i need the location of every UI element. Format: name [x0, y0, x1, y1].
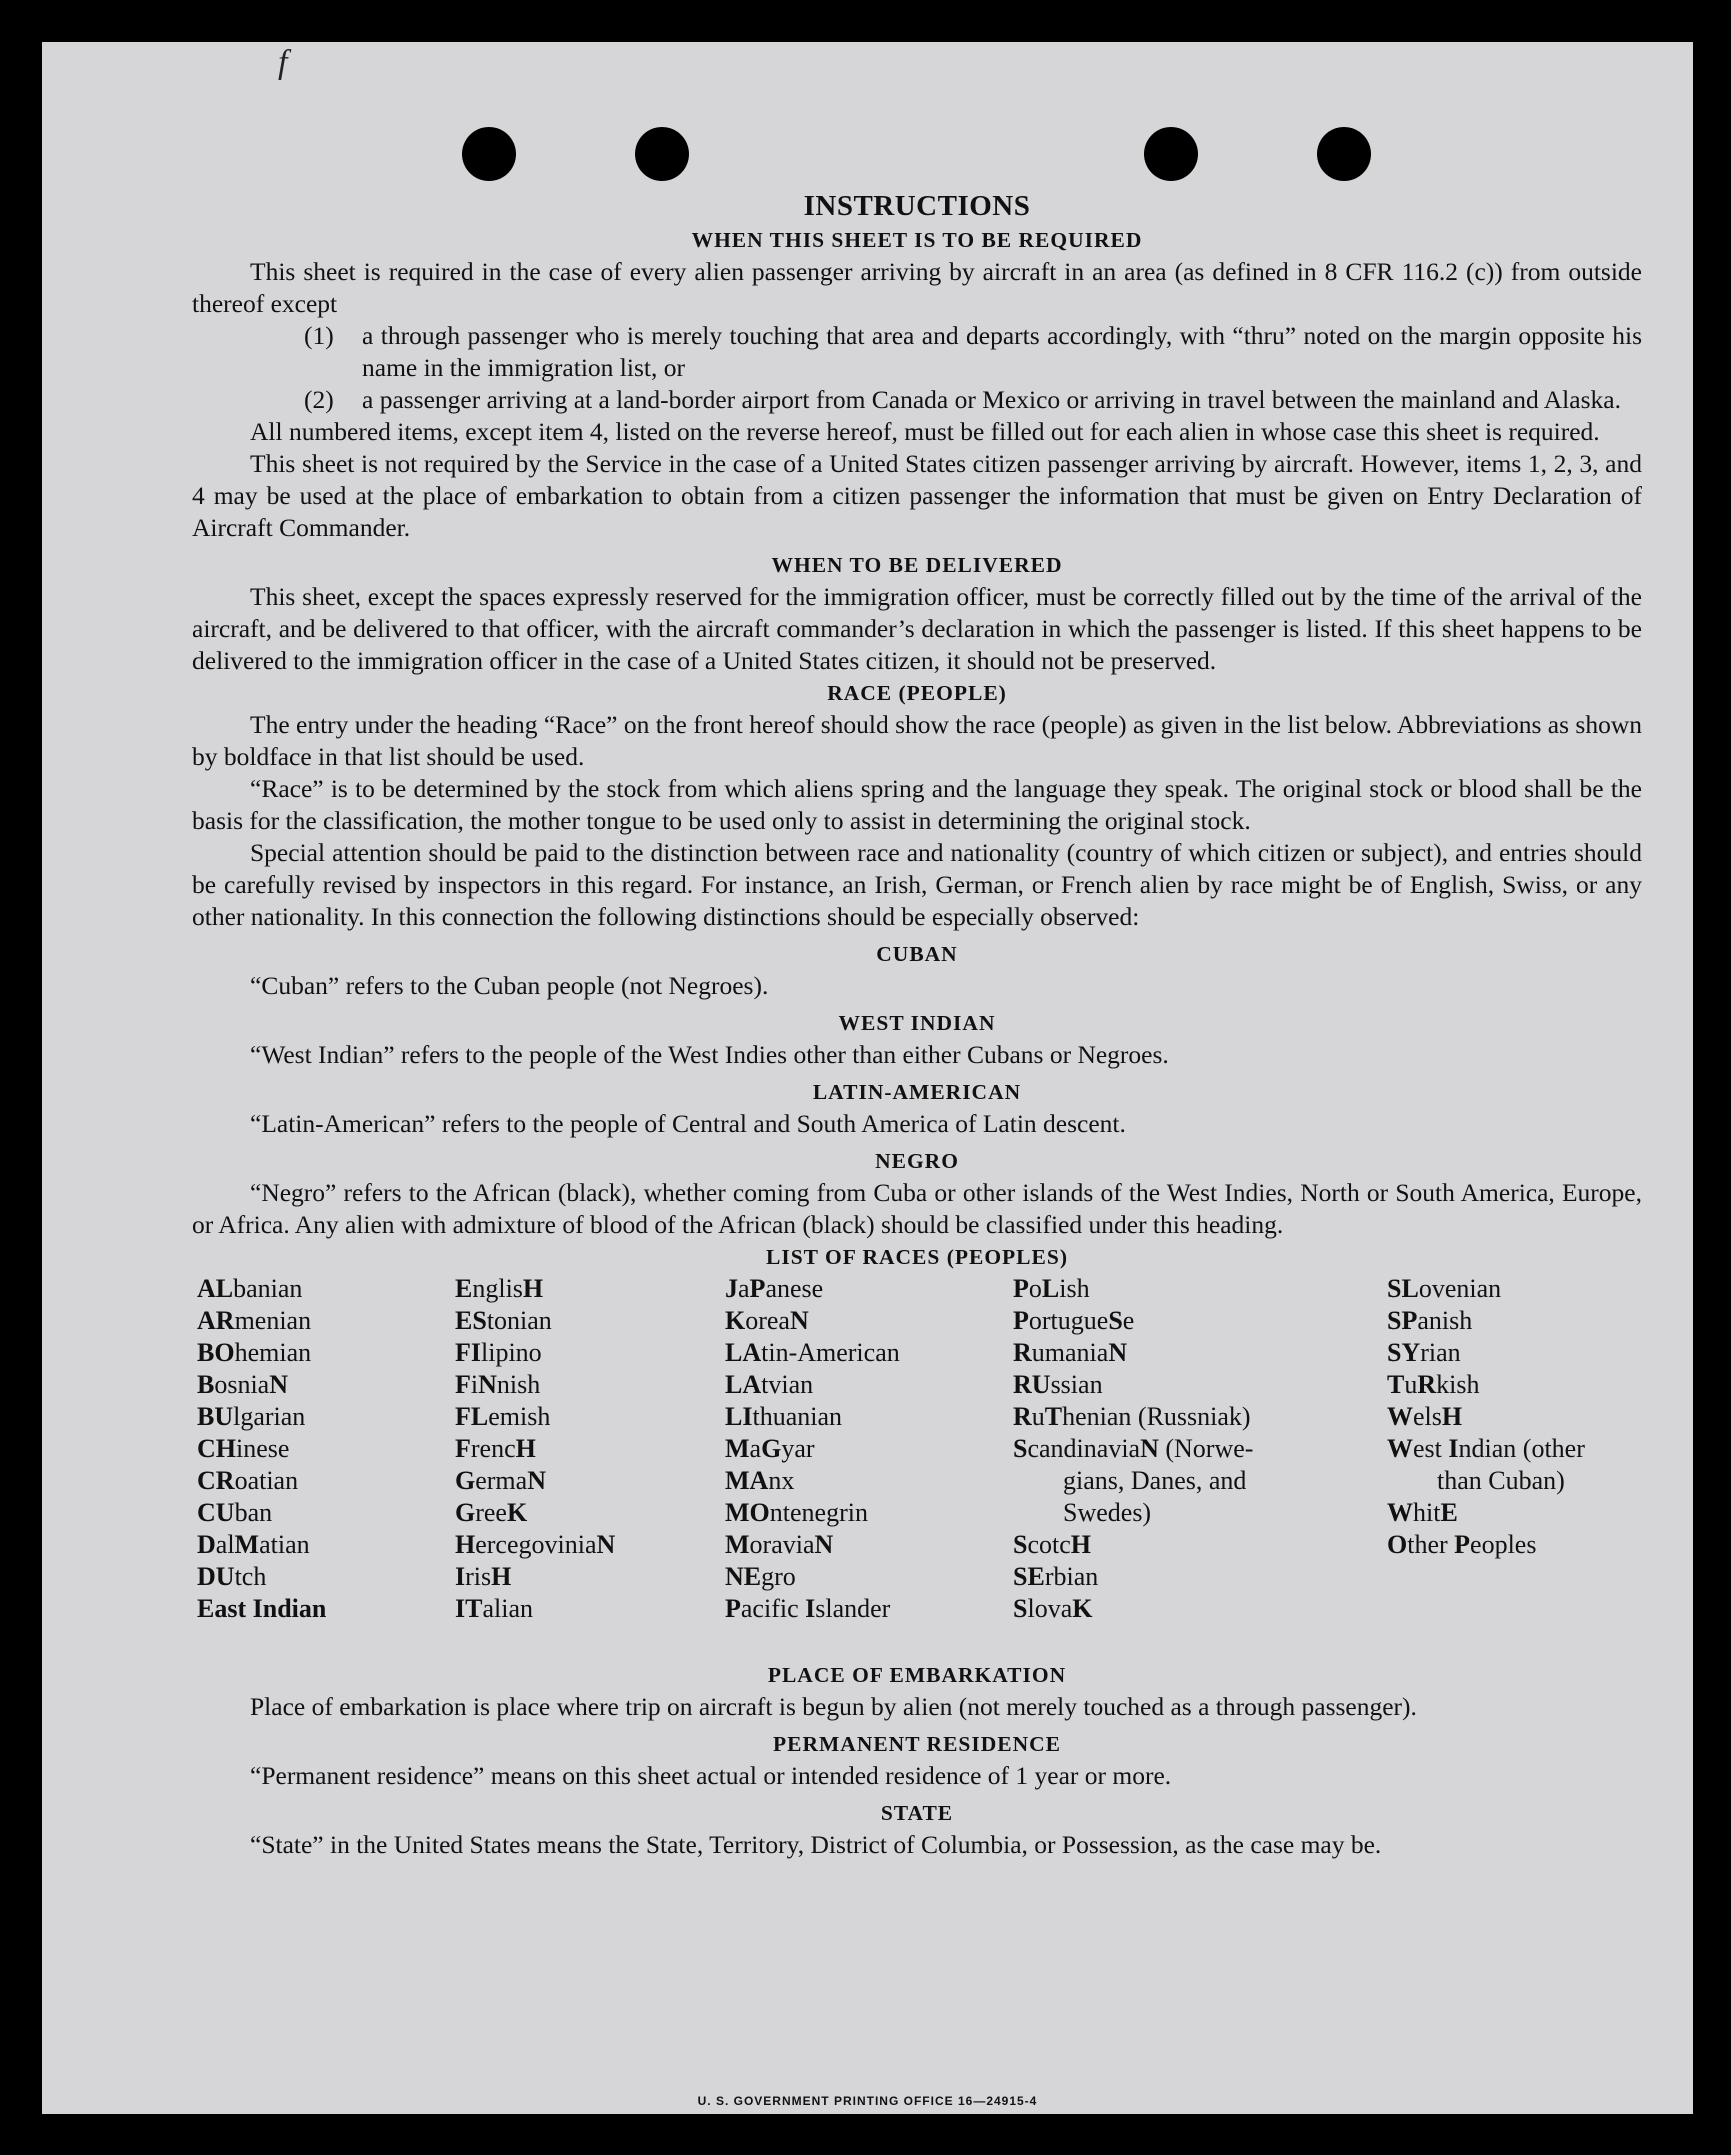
race-abbreviation: East Indian [197, 1594, 327, 1623]
race-abbreviation: O [1387, 1530, 1408, 1559]
race-entry [455, 1337, 615, 1369]
paragraph: “Race” is to be determined by the stock from which aliens spring and the language they speak. The original stock or blood shall be the basis for the classification, the mother tongue to be used only to assist in determining the original stock. [192, 774, 1642, 835]
race-text: u [1404, 1370, 1418, 1399]
race-text: eoples [1470, 1530, 1537, 1559]
heading-residence: PERMANENT RESIDENCE [773, 1732, 1061, 1756]
heading-state: STATE [880, 1801, 954, 1825]
race-entry [1013, 1401, 1253, 1433]
race-entry [725, 1273, 900, 1305]
race-abbreviation: K [1072, 1594, 1093, 1623]
race-entry [455, 1305, 615, 1337]
punch-hole [635, 127, 689, 181]
race-text: osnia [214, 1370, 270, 1399]
race-abbreviation: S [1108, 1306, 1123, 1335]
heading-negro: NEGRO [875, 1149, 959, 1173]
race-abbreviation: CR [197, 1466, 235, 1495]
race-abbreviation: R [1013, 1402, 1032, 1431]
race-entry [1013, 1593, 1253, 1625]
race-text: alian [482, 1594, 533, 1623]
race-abbreviation: AL [197, 1274, 234, 1303]
race-entry [725, 1593, 900, 1625]
race-text: (Norwe- [1158, 1434, 1254, 1463]
race-text: anese [765, 1274, 824, 1303]
race-abbreviation: SY [1387, 1338, 1421, 1367]
heading-when-delivered: WHEN TO BE DELIVERED [771, 553, 1063, 577]
race-abbreviation: CU [197, 1498, 235, 1527]
race-entry [1013, 1561, 1253, 1593]
paragraph: “Cuban” refers to the Cuban people (not Negroes). [250, 971, 769, 1000]
race-abbreviation: NE [725, 1562, 762, 1591]
punch-hole [462, 127, 516, 181]
race-text: oravia [749, 1530, 815, 1559]
heading-when-required: WHEN THIS SHEET IS TO BE REQUIRED [691, 228, 1143, 252]
paragraph: “Permanent residence” means on this sheet actual or intended residence of 1 year or more. [250, 1761, 1172, 1790]
race-abbreviation: R [1013, 1338, 1032, 1367]
race-text: ree [475, 1498, 507, 1527]
race-abbreviation: N [269, 1370, 289, 1399]
race-entry [197, 1593, 326, 1625]
race-entry [455, 1433, 615, 1465]
race-text: orea [745, 1306, 790, 1335]
race-abbreviation: S [1013, 1530, 1028, 1559]
race-text: atian [259, 1530, 310, 1559]
race-entry [197, 1433, 326, 1465]
race-entry [455, 1465, 615, 1497]
race-abbreviation: SL [1387, 1274, 1419, 1303]
race-text: banian [233, 1274, 303, 1303]
race-abbreviation: H [522, 1274, 544, 1303]
race-abbreviation: RU [1013, 1370, 1051, 1399]
race-text: renc [470, 1434, 516, 1463]
paragraph: Special attention should be paid to the distinction between race and nationality (country of which citizen or subject), and entries should be carefully revised by inspectors in this regard. For instance, an Irish, German, or French alien by race might be of English, Swiss, or any other nationality. In this connection the following distinctions should be especially observed: [192, 838, 1642, 931]
race-text: u [1031, 1402, 1045, 1431]
race-entry [1387, 1337, 1585, 1369]
race-abbreviation: M [234, 1530, 260, 1559]
paragraph: “State” in the United States means the State, Territory, District of Columbia, or Possession, as the case may be. [250, 1830, 1382, 1859]
instructions-body [192, 188, 1642, 1861]
race-entry [1013, 1305, 1253, 1337]
document-sheet [42, 42, 1693, 2114]
race-abbreviation: I [455, 1562, 466, 1591]
race-text: rbian [1044, 1562, 1099, 1591]
race-entry [1387, 1369, 1585, 1401]
race-text: tch [234, 1562, 267, 1591]
race-abbreviation: K [506, 1498, 528, 1527]
races-column [1013, 1273, 1253, 1625]
paragraph: Place of embarkation is place where trip on aircraft is begun by alien (not merely touched as a through passenger). [250, 1692, 1417, 1721]
race-entry [455, 1273, 615, 1305]
race-abbreviation: E [1440, 1498, 1458, 1527]
race-abbreviation: W [1387, 1498, 1413, 1527]
race-abbreviation: N [789, 1306, 809, 1335]
race-entry [725, 1497, 900, 1529]
race-abbreviation: MA [725, 1466, 769, 1495]
race-abbreviation: N [814, 1530, 834, 1559]
race-entry [1013, 1369, 1253, 1401]
race-text: ris [465, 1562, 492, 1591]
race-text: slander [815, 1594, 891, 1623]
race-text: tvian [761, 1370, 814, 1399]
heading-latin-american: LATIN-AMERICAN [812, 1080, 1022, 1104]
race-abbreviation: F [455, 1434, 471, 1463]
race-text: ercegovinia [475, 1530, 597, 1559]
race-abbreviation: SP [1387, 1306, 1418, 1335]
printing-office-line: U. S. GOVERNMENT PRINTING OFFICE 16—24915-4 [697, 2094, 1038, 2108]
race-entry [197, 1465, 326, 1497]
race-abbreviation: F [455, 1370, 471, 1399]
paragraph: All numbered items, except item 4, listed on the reverse hereof, must be filled out for each alien in whose case this sheet is required. [250, 417, 1600, 446]
race-entry [1387, 1305, 1585, 1337]
paragraph: This sheet, except the spaces expressly reserved for the immigration officer, must be correctly filled out by the time of the arrival of the aircraft, and be delivered to that officer, with the aircraft commander’s declaration in which the passenger is listed. If this sheet happens to be delivered to the immigration officer in the case of a United States citizen, it should not be preserved. [192, 582, 1642, 675]
race-entry: Swedes) [1063, 1498, 1152, 1527]
race-text: lgarian [233, 1402, 306, 1431]
race-text: ortugue [1028, 1306, 1109, 1335]
race-entry [1387, 1273, 1585, 1305]
race-text: lipino [481, 1338, 542, 1367]
race-entry [1013, 1273, 1253, 1305]
race-abbreviation: N [1140, 1434, 1159, 1463]
race-abbreviation: S [1013, 1434, 1028, 1463]
race-text: lova [1027, 1594, 1073, 1623]
race-text: candinavia [1027, 1434, 1141, 1463]
race-abbreviation: LA [725, 1338, 762, 1367]
race-abbreviation: FI [455, 1338, 481, 1367]
race-abbreviation: BO [197, 1338, 235, 1367]
race-entry [725, 1305, 900, 1337]
race-abbreviation: P [749, 1274, 766, 1303]
heading-list-of-races: LIST OF RACES (PEOPLES) [766, 1245, 1068, 1269]
paragraph: This sheet is not required by the Service in the case of a United States citizen passenger arriving by aircraft. However, items 1, 2, 3, and 4 may be used at the place of embarkation to obtain from a citizen passenger the information that must be given on Entry Declaration of Aircraft Commander. [192, 449, 1642, 542]
race-text: yar [781, 1434, 815, 1463]
races-column [455, 1273, 615, 1625]
race-text: ntenegrin [769, 1498, 868, 1527]
race-abbreviation: N [527, 1466, 546, 1495]
race-text: e [1122, 1306, 1135, 1335]
race-text: ish [1059, 1274, 1090, 1303]
race-entry [197, 1337, 326, 1369]
race-abbreviation: G [455, 1466, 476, 1495]
race-abbreviation: R [1417, 1370, 1437, 1399]
race-text: ban [234, 1498, 273, 1527]
race-abbreviation: S [1013, 1594, 1028, 1623]
race-abbreviation: W [1387, 1402, 1413, 1431]
race-entry [197, 1369, 326, 1401]
race-entry [725, 1433, 900, 1465]
race-abbreviation: ES [455, 1306, 487, 1335]
race-entry [1387, 1401, 1585, 1433]
race-entry [725, 1561, 900, 1593]
race-abbreviation: D [197, 1530, 216, 1559]
race-text: ther [1407, 1530, 1455, 1559]
race-abbreviation: I [1448, 1434, 1459, 1463]
race-abbreviation: H [1441, 1402, 1463, 1431]
races-column [1387, 1273, 1585, 1561]
race-text: nx [768, 1466, 795, 1495]
race-text: o [1028, 1274, 1042, 1303]
race-text: al [215, 1530, 235, 1559]
race-abbreviation: I [805, 1594, 816, 1623]
heading-embarkation: PLACE OF EMBARKATION [767, 1663, 1067, 1687]
race-abbreviation: SE [1013, 1562, 1045, 1591]
race-text: a [749, 1434, 762, 1463]
race-entry [455, 1497, 615, 1529]
race-entry [725, 1465, 900, 1497]
race-text: rian [1420, 1338, 1461, 1367]
paragraph: “Latin-American” refers to the people of Central and South America of Latin descent. [250, 1109, 1126, 1138]
race-text: els [1413, 1402, 1442, 1431]
race-abbreviation: AR [197, 1306, 235, 1335]
race-text: emish [488, 1402, 551, 1431]
punch-hole [1144, 127, 1198, 181]
race-entry [725, 1401, 900, 1433]
race-text: menian [234, 1306, 312, 1335]
race-entry [455, 1561, 615, 1593]
paragraph: “Negro” refers to the African (black), whether coming from Cuba or other islands of the West Indies, North or South America, Europe, or Africa. Any alien with admixture of blood of the African (black) should be classified under this heading. [192, 1178, 1642, 1239]
race-abbreviation: MO [725, 1498, 770, 1527]
race-text: tin-American [761, 1338, 900, 1367]
race-text: inese [236, 1434, 290, 1463]
race-text: nglis [472, 1274, 523, 1303]
page-title: INSTRUCTIONS [803, 190, 1031, 222]
race-abbreviation: FL [455, 1402, 489, 1431]
race-text: thuanian [752, 1402, 842, 1431]
race-entry [725, 1529, 900, 1561]
race-entry [455, 1593, 615, 1625]
races-list [192, 1273, 1642, 1659]
race-entry [1013, 1529, 1253, 1561]
race-abbreviation: W [1387, 1434, 1413, 1463]
race-abbreviation: M [725, 1530, 750, 1559]
race-abbreviation: N [1108, 1338, 1128, 1367]
race-abbreviation: H [515, 1434, 536, 1463]
race-entry [455, 1369, 615, 1401]
race-abbreviation: G [455, 1498, 476, 1527]
race-abbreviation: CH [197, 1434, 236, 1463]
race-abbreviation: DU [197, 1562, 235, 1591]
race-abbreviation: P [725, 1594, 741, 1623]
race-entry [455, 1529, 615, 1561]
races-column [725, 1273, 900, 1625]
race-abbreviation: H [1070, 1530, 1092, 1559]
race-text: hemian [234, 1338, 312, 1367]
race-text: a [738, 1274, 750, 1303]
race-abbreviation: L [1041, 1274, 1060, 1303]
race-abbreviation: M [725, 1434, 750, 1463]
race-abbreviation: IT [455, 1594, 483, 1623]
race-text: umania [1031, 1338, 1109, 1367]
race-text: ssian [1050, 1370, 1103, 1399]
race-entry [1387, 1433, 1585, 1465]
race-abbreviation: G [761, 1434, 782, 1463]
race-entry: than Cuban) [1437, 1466, 1565, 1495]
race-abbreviation: T [1044, 1402, 1063, 1431]
race-entry [1387, 1497, 1585, 1529]
race-text: erma [475, 1466, 528, 1495]
race-abbreviation: K [725, 1306, 746, 1335]
heading-west-indian: WEST INDIAN [838, 1011, 996, 1035]
race-entry [1013, 1433, 1253, 1465]
race-abbreviation: P [1013, 1274, 1029, 1303]
race-abbreviation: N [596, 1530, 616, 1559]
race-entry [197, 1273, 326, 1305]
race-text: cotc [1027, 1530, 1071, 1559]
race-text: hit [1413, 1498, 1441, 1527]
race-abbreviation: BU [197, 1402, 234, 1431]
corner-mark: f [278, 44, 288, 81]
race-text: nish [496, 1370, 541, 1399]
race-entry [725, 1369, 900, 1401]
race-text: i [470, 1370, 479, 1399]
race-entry [1013, 1337, 1253, 1369]
exception-item: (2) a passenger arriving at a land-border airport from Canada or Mexico or arriving in travel between the mainland and Alaska. [304, 385, 1621, 414]
race-abbreviation: H [491, 1562, 512, 1591]
race-abbreviation: T [1387, 1370, 1405, 1399]
race-text: anish [1417, 1306, 1473, 1335]
race-text: kish [1436, 1370, 1480, 1399]
race-abbreviation: N [478, 1370, 497, 1399]
race-entry [455, 1401, 615, 1433]
exception-item: (1) a through passenger who is merely touching that area and departs accordingly, with “thru” noted on the margin opposite his name in the immigration list, or [304, 321, 1642, 382]
race-text: tonian [486, 1306, 552, 1335]
race-entry [197, 1529, 326, 1561]
race-text: acific [740, 1594, 806, 1623]
heading-cuban: CUBAN [876, 942, 958, 966]
race-text: gro [761, 1562, 796, 1591]
race-text: ndian (other [1458, 1434, 1585, 1463]
race-entry [197, 1497, 326, 1529]
race-abbreviation: LA [725, 1370, 762, 1399]
paragraph: “West Indian” refers to the people of the West Indies other than either Cubans or Negroes. [250, 1040, 1169, 1069]
race-abbreviation: E [455, 1274, 473, 1303]
race-entry [197, 1401, 326, 1433]
race-abbreviation: P [1013, 1306, 1029, 1335]
race-entry [197, 1561, 326, 1593]
race-text: ovenian [1418, 1274, 1502, 1303]
race-entry [725, 1337, 900, 1369]
race-abbreviation: B [197, 1370, 215, 1399]
paragraph: This sheet is required in the case of every alien passenger arriving by aircraft in an area (as defined in 8 CFR 116.2 (c)) from outside thereof except [192, 257, 1642, 318]
race-text: henian (Russniak) [1062, 1402, 1251, 1431]
race-entry [197, 1305, 326, 1337]
race-entry: gians, Danes, and [1063, 1466, 1247, 1495]
paragraph: The entry under the heading “Race” on the front hereof should show the race (people) as given in the list below. Abbreviations as shown by boldface in that list should be used. [192, 710, 1642, 771]
race-text: oatian [234, 1466, 299, 1495]
race-abbreviation: H [455, 1530, 476, 1559]
race-abbreviation: J [725, 1274, 738, 1303]
races-column [197, 1273, 326, 1625]
heading-race: RACE (PEOPLE) [827, 681, 1007, 705]
punch-hole [1317, 127, 1371, 181]
race-text: est [1413, 1434, 1449, 1463]
race-abbreviation: LI [725, 1402, 753, 1431]
race-abbreviation: P [1454, 1530, 1471, 1559]
race-entry [1387, 1529, 1585, 1561]
